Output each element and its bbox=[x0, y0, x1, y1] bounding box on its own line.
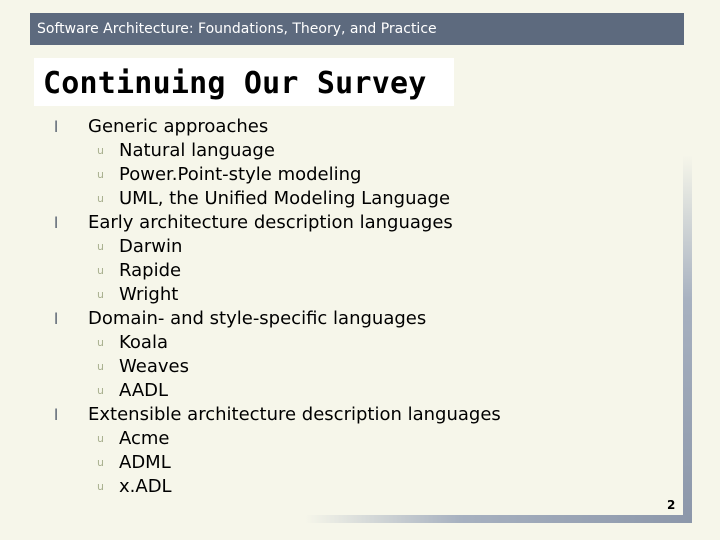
bullet-item bbox=[0, 307, 720, 331]
bullet-text: Early architecture description languages bbox=[88, 212, 453, 233]
sub-bullet-marker: u bbox=[97, 432, 104, 445]
sub-bullet-item bbox=[0, 355, 720, 379]
sub-bullet-item bbox=[0, 451, 720, 475]
header-bar bbox=[30, 13, 684, 45]
sub-bullet-marker: u bbox=[97, 336, 104, 349]
bullet-marker: l bbox=[54, 406, 59, 424]
bullet-marker: l bbox=[54, 310, 59, 328]
bullet-text: Extensible architecture description languages bbox=[88, 404, 501, 425]
slide-title: Continuing Our Survey bbox=[43, 66, 427, 101]
sub-bullet-marker: u bbox=[97, 480, 104, 493]
bullet-text: Generic approaches bbox=[88, 116, 269, 137]
sub-bullet-marker: u bbox=[97, 264, 104, 277]
sub-bullet-text: Koala bbox=[119, 332, 168, 353]
bullet-marker: l bbox=[54, 118, 59, 136]
title-box bbox=[34, 58, 454, 106]
bullet-text: Domain- and style-specific languages bbox=[88, 308, 427, 329]
sub-bullet-text: ADML bbox=[119, 452, 171, 473]
sub-bullet-marker: u bbox=[97, 360, 104, 373]
frame-shadow-bottom bbox=[305, 515, 692, 523]
sub-bullet-item bbox=[0, 187, 720, 211]
sub-bullet-marker: u bbox=[97, 168, 104, 181]
sub-bullet-text: x.ADL bbox=[119, 476, 172, 497]
bullet-list bbox=[0, 115, 720, 499]
sub-bullet-text: AADL bbox=[119, 380, 169, 401]
bullet-item bbox=[0, 211, 720, 235]
sub-bullet-item bbox=[0, 379, 720, 403]
sub-bullet-text: Rapide bbox=[119, 260, 182, 281]
sub-bullet-text: Acme bbox=[119, 428, 170, 449]
sub-bullet-item bbox=[0, 139, 720, 163]
sub-bullet-item bbox=[0, 235, 720, 259]
sub-bullet-item bbox=[0, 163, 720, 187]
sub-bullet-marker: u bbox=[97, 144, 104, 157]
bullet-item bbox=[0, 115, 720, 139]
course-title: Software Architecture: Foundations, Theory, and Practice bbox=[37, 21, 437, 37]
sub-bullet-marker: u bbox=[97, 288, 104, 301]
sub-bullet-text: Weaves bbox=[119, 356, 189, 377]
sub-bullet-text: Power.Point-style modeling bbox=[119, 164, 362, 185]
sub-bullet-item bbox=[0, 259, 720, 283]
sub-bullet-item bbox=[0, 475, 720, 499]
sub-bullet-item bbox=[0, 427, 720, 451]
sub-bullet-marker: u bbox=[97, 456, 104, 469]
sub-bullet-marker: u bbox=[97, 192, 104, 205]
sub-bullet-item bbox=[0, 283, 720, 307]
sub-bullet-text: UML, the Unified Modeling Language bbox=[119, 188, 451, 209]
sub-bullet-text: Darwin bbox=[119, 236, 183, 257]
page-number: 2 bbox=[667, 498, 676, 512]
sub-bullet-marker: u bbox=[97, 240, 104, 253]
bullet-item bbox=[0, 403, 720, 427]
sub-bullet-text: Wright bbox=[119, 284, 179, 305]
bullet-marker: l bbox=[54, 214, 59, 232]
sub-bullet-item bbox=[0, 331, 720, 355]
sub-bullet-marker: u bbox=[97, 384, 104, 397]
sub-bullet-text: Natural language bbox=[119, 140, 275, 161]
